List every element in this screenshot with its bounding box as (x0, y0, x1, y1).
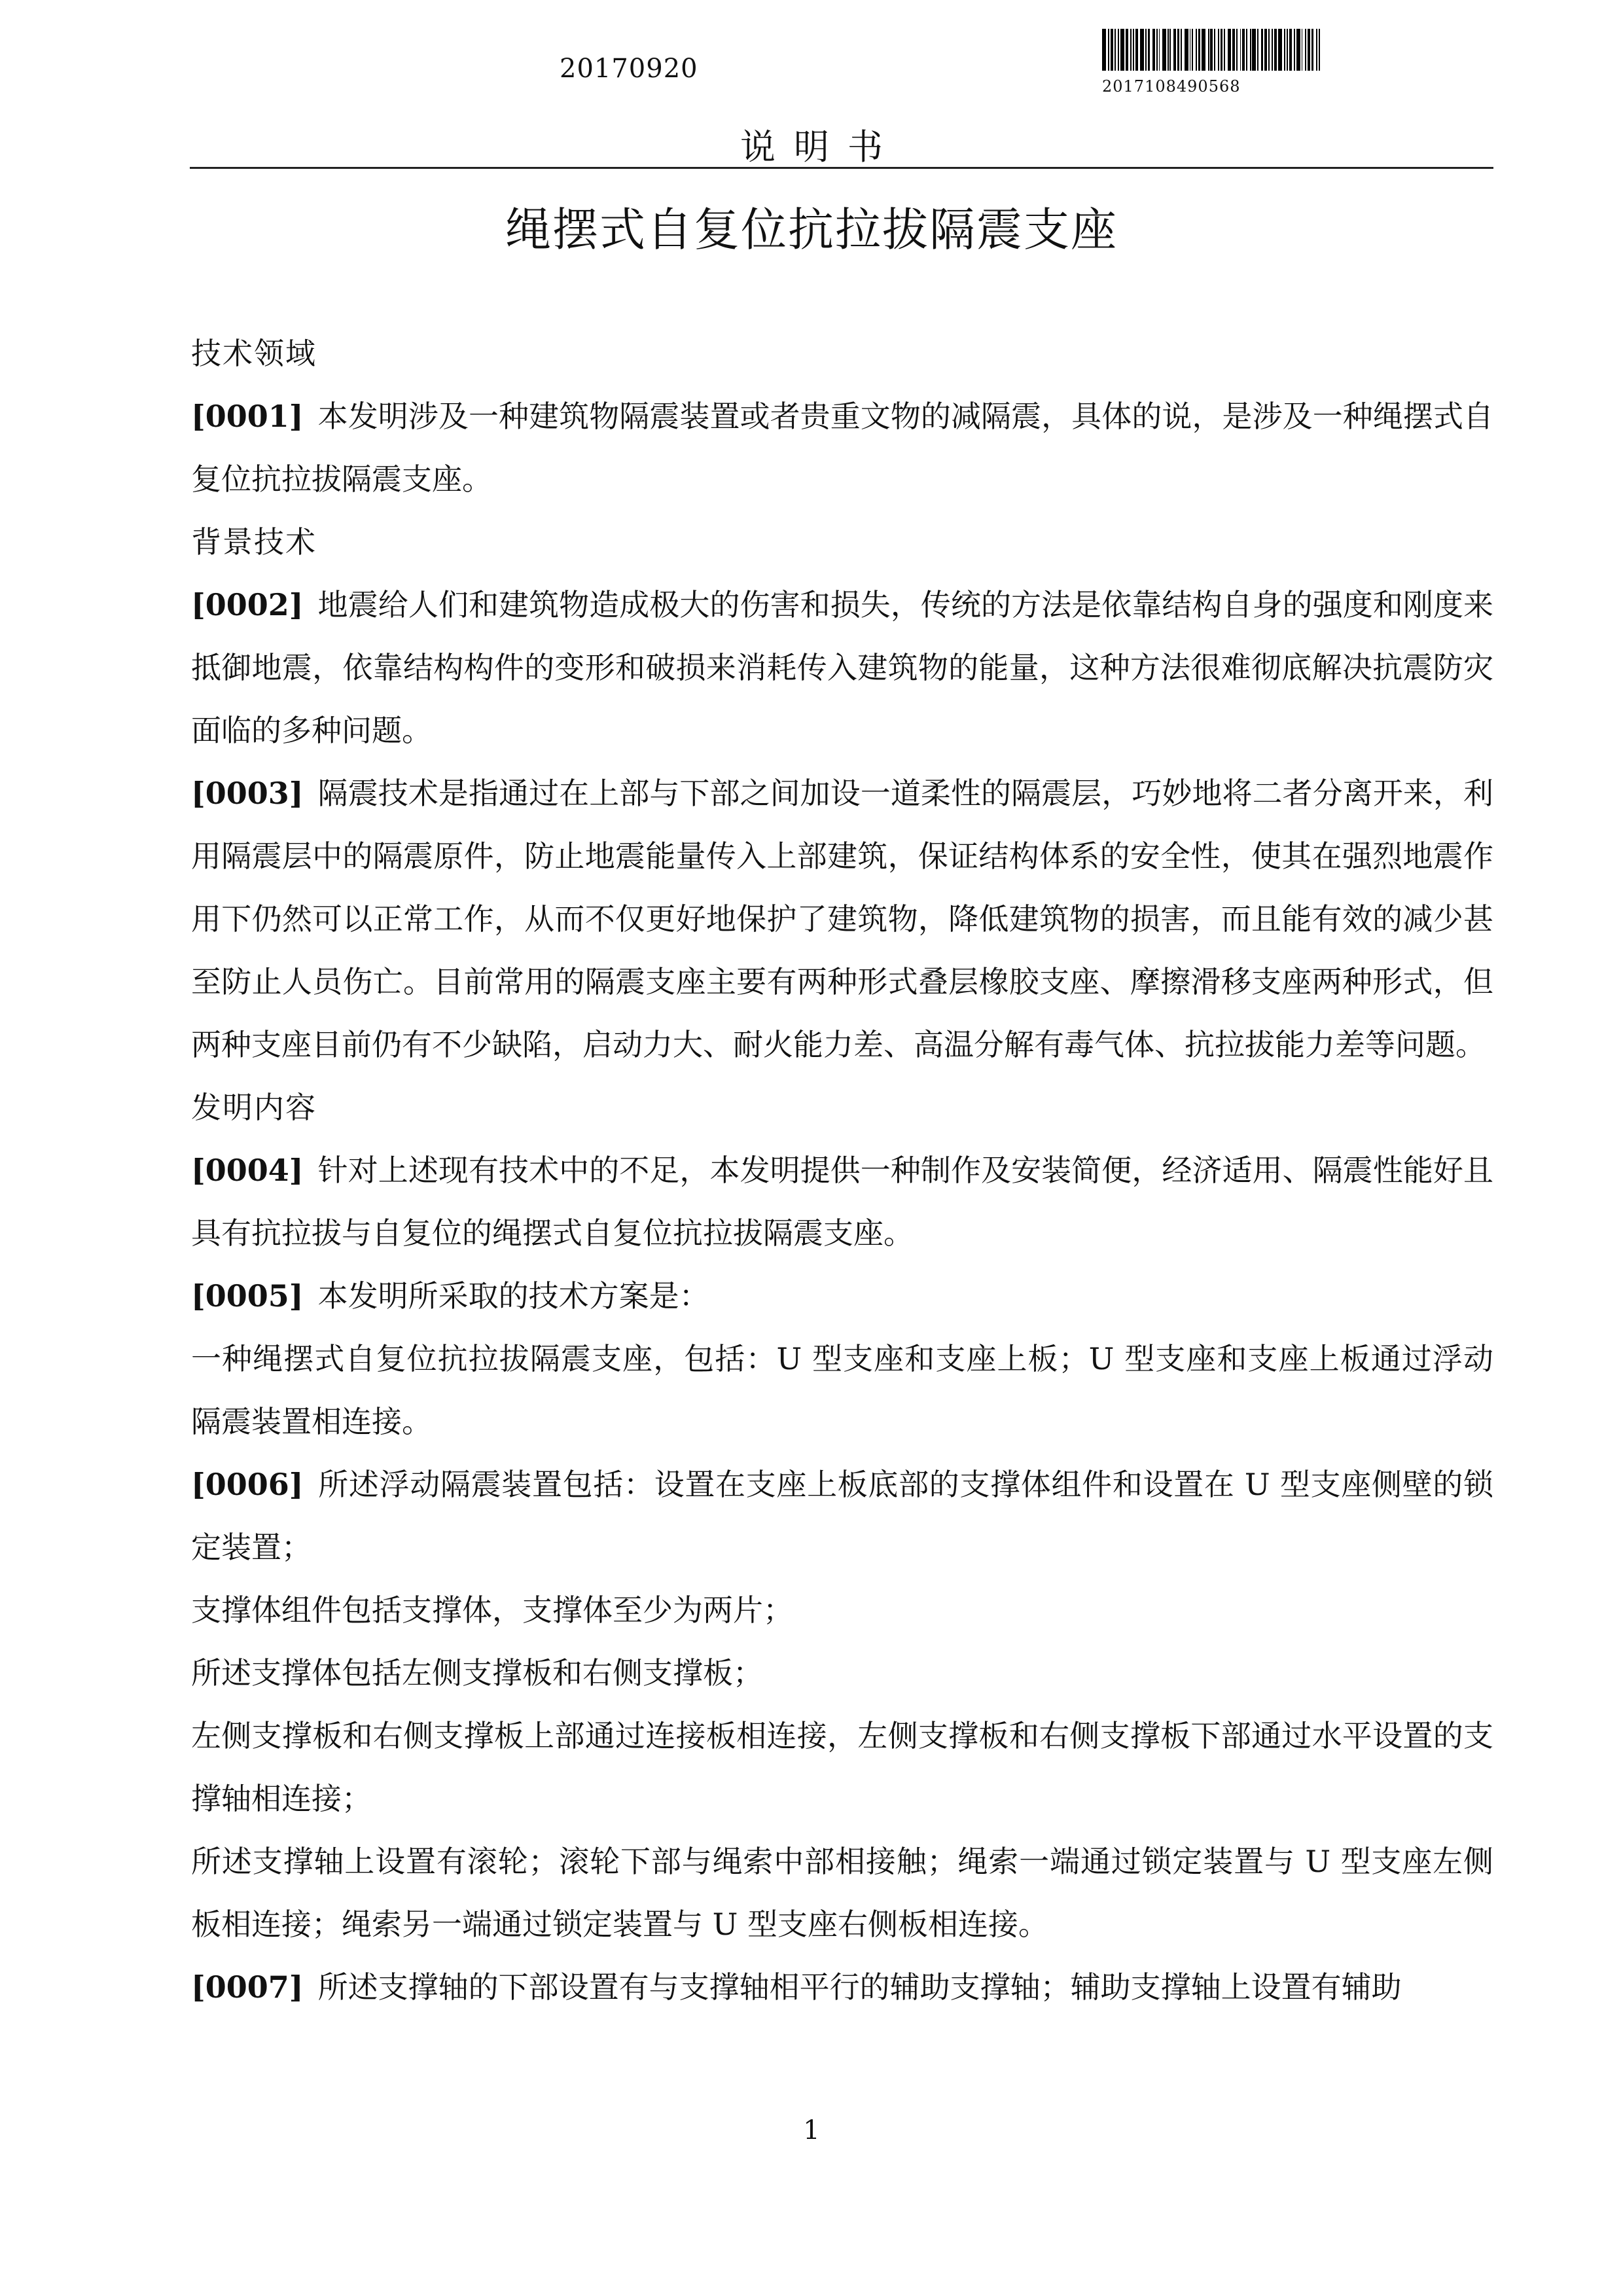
paragraph-text: 本发明涉及一种建筑物隔震装置或者贵重文物的减隔震，具体的说，是涉及一种绳摆式自复位抗拉拔隔震支座。 (191, 399, 1493, 497)
section-heading: 技术领域 (191, 336, 317, 371)
paragraph-number: [0004] (191, 1153, 304, 1188)
section-heading: 背景技术 (191, 524, 317, 560)
paragraph-number: [0007] (191, 1969, 304, 2005)
paragraph-text: 隔震技术是指通过在上部与下部之间加设一道柔性的隔震层，巧妙地将二者分离开来，利用隔震层中的隔震原件，防止地震能量传入上部建筑，保证结构体系的安全性，使其在强烈地震作用下仍然可以正常工作，从而不仅更好地保护了建筑物，降低建筑物的损害，而且能有效的减少甚至防止人员伤亡。目前常用的隔震支座主要有两种形式叠层橡胶支座、摩擦滑移支座两种形式，但两种支座目前仍有不少缺陷，启动力大、耐火能力差、高温分解有毒气体、抗拉拔能力差等问题。 (191, 776, 1493, 1062)
paragraph-text: 针对上述现有技术中的不足，本发明提供一种制作及安装简便，经济适用、隔震性能好且具有抗拉拔与自复位的绳摆式自复位抗拉拔隔震支座。 (191, 1153, 1493, 1251)
date-stamp: 20170920 (560, 54, 698, 84)
paragraph-text: 本发明所采取的技术方案是： (317, 1278, 709, 1314)
paragraph-number: [0006] (191, 1467, 304, 1502)
header-rule (190, 167, 1493, 169)
paragraph-text: 支撑体组件包括支撑体，支撑体至少为两片； (191, 1592, 793, 1628)
section-heading: 发明内容 (191, 1090, 317, 1125)
paragraph-text: 一种绳摆式自复位抗拉拔隔震支座，包括：U 型支座和支座上板；U 型支座和支座上板通过浮动隔震装置相连接。 (191, 1341, 1493, 1439)
paragraph-text: 所述支撑轴的下部设置有与支撑轴相平行的辅助支撑轴；辅助支撑轴上设置有辅助 (317, 1969, 1402, 2005)
paragraph (191, 1956, 1493, 2018)
paragraph-text: 所述支撑体包括左侧支撑板和右侧支撑板； (191, 1655, 763, 1691)
paragraph (191, 1265, 1493, 1327)
paragraph (191, 1453, 1493, 1579)
document-title: 绳摆式自复位抗拉拔隔震支座 (505, 203, 1118, 257)
application-number: 2017108490568 (1102, 77, 1241, 96)
paragraph-text: 所述支撑轴上设置有滚轮；滚轮下部与绳索中部相接触；绳索一端通过锁定装置与 U 型支座左侧板相连接；绳索另一端通过锁定装置与 U 型支座右侧板相连接。 (191, 1844, 1493, 1942)
paragraph-number: [0001] (191, 399, 304, 434)
paragraph-text: 所述浮动隔震装置包括：设置在支座上板底部的支撑体组件和设置在 U 型支座侧壁的锁定装置； (191, 1467, 1493, 1565)
paragraph (191, 1704, 1493, 1830)
paragraph (191, 1327, 1493, 1453)
paragraph-number: [0003] (191, 776, 304, 811)
paragraph (191, 762, 1493, 1076)
document-body (191, 322, 1493, 2018)
document-type: 说明书 (740, 126, 901, 168)
page-number: 1 (803, 2115, 820, 2145)
paragraph (191, 1579, 1493, 1641)
paragraph-number: [0005] (191, 1278, 304, 1314)
paragraph (191, 1830, 1493, 1956)
paragraph-text: 左侧支撑板和右侧支撑板上部通过连接板相连接，左侧支撑板和右侧支撑板下部通过水平设置的支撑轴相连接； (191, 1718, 1493, 1816)
paragraph-text: 地震给人们和建筑物造成极大的伤害和损失，传统的方法是依靠结构自身的强度和刚度来抵御地震，依靠结构构件的变形和破损来消耗传入建筑物的能量，这种方法很难彻底解决抗震防灾面临的多种问题。 (191, 587, 1493, 748)
paragraph (191, 1641, 1493, 1704)
paragraph (191, 385, 1493, 511)
barcode (1102, 29, 1344, 71)
paragraph (191, 573, 1493, 762)
paragraph-number: [0002] (191, 587, 304, 622)
paragraph (191, 1139, 1493, 1265)
